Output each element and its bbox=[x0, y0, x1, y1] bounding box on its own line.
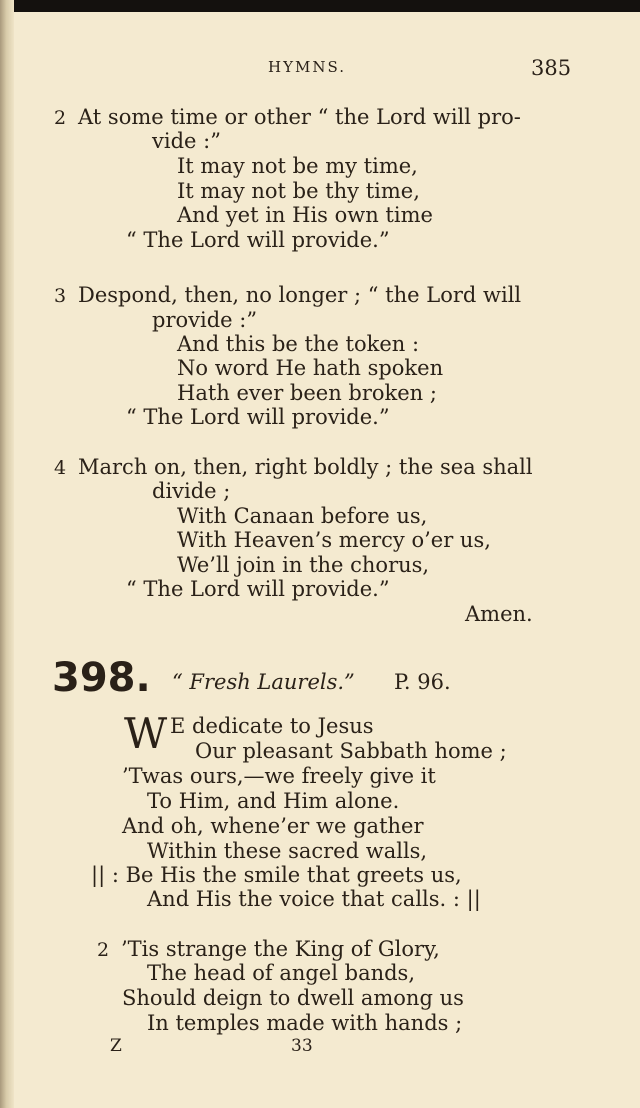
verse-line: And oh, whene’er we gather bbox=[122, 814, 424, 838]
stanza-line: With Heaven’s mercy o’er us, bbox=[177, 528, 491, 552]
page-top-edge bbox=[0, 0, 640, 12]
drop-cap: W bbox=[124, 709, 168, 758]
verse-line-repeat: And His the voice that calls. : || bbox=[147, 887, 481, 911]
running-head: HYMNS. bbox=[268, 58, 346, 76]
page-number: 385 bbox=[531, 56, 572, 80]
verse-line: Our pleasant Sabbath home ; bbox=[195, 739, 507, 763]
stanza-line bbox=[54, 454, 533, 481]
verse-line: ’Twas ours,—we freely give it bbox=[122, 764, 436, 788]
stanza-line: And this be the token : bbox=[177, 332, 420, 356]
stanza-line: We’ll join in the chorus, bbox=[177, 553, 430, 577]
stanza-number: 2 bbox=[54, 107, 67, 129]
verse-line-text: ’Tis strange the King of Glory, bbox=[121, 937, 440, 961]
verse-line: Within these sacred walls, bbox=[147, 839, 428, 863]
stanza-line: “ The Lord will provide.” bbox=[126, 577, 390, 601]
stanza-line: provide :” bbox=[152, 308, 258, 332]
verse-line: Should deign to dwell among us bbox=[122, 986, 464, 1010]
stanza-line-text: Despond, then, no longer ; “ the Lord will bbox=[78, 283, 522, 307]
stanza-line: “ The Lord will provide.” bbox=[126, 405, 390, 429]
stanza-line: It may not be thy time, bbox=[177, 179, 420, 203]
verse-line-repeat: || : Be His the smile that greets us, bbox=[91, 863, 462, 887]
stanza-number: 4 bbox=[54, 457, 67, 479]
stanza-line: No word He hath spoken bbox=[177, 356, 444, 380]
amen: Amen. bbox=[465, 602, 533, 626]
footer-number: 33 bbox=[291, 1036, 313, 1056]
stanza-line: divide ; bbox=[152, 479, 231, 503]
verse-line: In temples made with hands ; bbox=[147, 1011, 463, 1035]
stanza-line: With Canaan before us, bbox=[177, 504, 428, 528]
stanza-line: vide :” bbox=[152, 129, 221, 153]
signature-mark: Z bbox=[110, 1036, 122, 1056]
verse-line: To Him, and Him alone. bbox=[147, 789, 400, 813]
tune-page-reference: P. 96. bbox=[394, 670, 451, 694]
verse-line: E dedicate to Jesus bbox=[170, 714, 374, 738]
stanza-line bbox=[54, 282, 521, 309]
verse-line: The head of angel bands, bbox=[147, 961, 416, 985]
tune-name: “ Fresh Laurels.” bbox=[172, 670, 355, 694]
stanza-line: And yet in His own time bbox=[177, 203, 433, 227]
hymn-number: 398. bbox=[52, 655, 151, 701]
verse-line bbox=[97, 936, 440, 963]
verse-number: 2 bbox=[97, 939, 110, 961]
stanza-line: It may not be my time, bbox=[177, 154, 418, 178]
page-binding-edge bbox=[0, 0, 14, 1108]
stanza-line: Hath ever been broken ; bbox=[177, 381, 437, 405]
stanza-line: “ The Lord will provide.” bbox=[126, 228, 390, 252]
stanza-number: 3 bbox=[54, 285, 67, 307]
stanza-line-text: March on, then, right boldly ; the sea shall bbox=[78, 455, 533, 479]
stanza-line bbox=[54, 104, 521, 131]
stanza-line-text: At some time or other “ the Lord will pro- bbox=[78, 105, 521, 129]
